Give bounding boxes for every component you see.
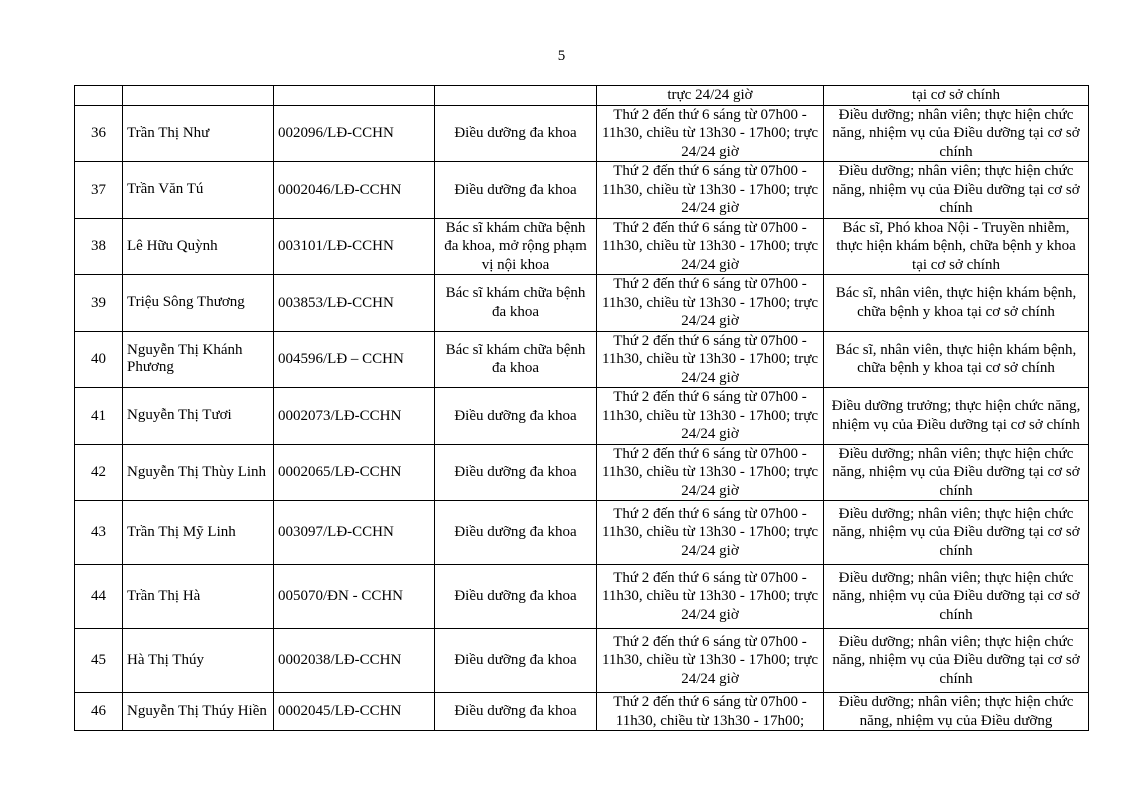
cell-stt: 42 bbox=[75, 444, 123, 501]
cell-scope bbox=[435, 86, 597, 106]
cell-role: Điều dưỡng; nhân viên; thực hiện chức năng, nhiệm vụ của Điều dưỡng bbox=[824, 693, 1089, 731]
table-row bbox=[75, 693, 1089, 731]
cell-role: Điều dưỡng; nhân viên; thực hiện chức năng, nhiệm vụ của Điều dưỡng tại cơ sở chính bbox=[824, 565, 1089, 629]
cell-scope: Bác sĩ khám chữa bệnh đa khoa bbox=[435, 331, 597, 388]
cell-scope: Điều dưỡng đa khoa bbox=[435, 444, 597, 501]
cell-working-time: Thứ 2 đến thứ 6 sáng từ 07h00 - 11h30, chiều từ 13h30 - 17h00; trực 24/24 giờ bbox=[597, 444, 824, 501]
cell-scope: Điều dưỡng đa khoa bbox=[435, 501, 597, 565]
cell-role: Điều dưỡng; nhân viên; thực hiện chức năng, nhiệm vụ của Điều dưỡng tại cơ sở chính bbox=[824, 444, 1089, 501]
cell-cert: 0002073/LĐ-CCHN bbox=[274, 388, 435, 445]
page-number: 5 bbox=[557, 48, 566, 64]
cell-cert: 003101/LĐ-CCHN bbox=[274, 218, 435, 275]
table-row bbox=[75, 331, 1089, 388]
cell-role: Điều dưỡng; nhân viên; thực hiện chức năng, nhiệm vụ của Điều dưỡng tại cơ sở chính bbox=[824, 501, 1089, 565]
cell-stt: 38 bbox=[75, 218, 123, 275]
cell-working-time: trực 24/24 giờ bbox=[597, 86, 824, 106]
cell-role: Điều dưỡng trưởng; thực hiện chức năng, nhiệm vụ của Điều dưỡng tại cơ sở chính bbox=[824, 388, 1089, 445]
cell-name: Trần Thị Mỹ Linh bbox=[123, 501, 274, 565]
cell-working-time: Thứ 2 đến thứ 6 sáng từ 07h00 - 11h30, chiều từ 13h30 - 17h00; trực 24/24 giờ bbox=[597, 565, 824, 629]
cell-name: Nguyễn Thị Thùy Linh bbox=[123, 444, 274, 501]
table-row bbox=[75, 565, 1089, 629]
cell-cert: 002096/LĐ-CCHN bbox=[274, 105, 435, 162]
cell-name: Trần Văn Tú bbox=[123, 162, 274, 219]
table-row bbox=[75, 275, 1089, 332]
cell-role: Điều dưỡng; nhân viên; thực hiện chức năng, nhiệm vụ của Điều dưỡng tại cơ sở chính bbox=[824, 105, 1089, 162]
table-row bbox=[75, 444, 1089, 501]
cell-scope: Điều dưỡng đa khoa bbox=[435, 629, 597, 693]
cell-role: Bác sĩ, nhân viên, thực hiện khám bệnh, chữa bệnh y khoa tại cơ sở chính bbox=[824, 331, 1089, 388]
cell-name: Nguyễn Thị Khánh Phương bbox=[123, 331, 274, 388]
cell-name bbox=[123, 86, 274, 106]
cell-working-time: Thứ 2 đến thứ 6 sáng từ 07h00 - 11h30, chiều từ 13h30 - 17h00; trực 24/24 giờ bbox=[597, 162, 824, 219]
cell-cert: 0002038/LĐ-CCHN bbox=[274, 629, 435, 693]
table-row bbox=[75, 105, 1089, 162]
cell-cert: 004596/LĐ – CCHN bbox=[274, 331, 435, 388]
cell-stt: 36 bbox=[75, 105, 123, 162]
cell-name: Nguyễn Thị Thúy Hiền bbox=[123, 693, 274, 731]
cell-working-time: Thứ 2 đến thứ 6 sáng từ 07h00 - 11h30, chiều từ 13h30 - 17h00; trực 24/24 giờ bbox=[597, 388, 824, 445]
cell-scope: Điều dưỡng đa khoa bbox=[435, 565, 597, 629]
cell-stt bbox=[75, 86, 123, 106]
cell-role: Bác sĩ, Phó khoa Nội - Truyền nhiễm, thực hiện khám bệnh, chữa bệnh y khoa tại cơ sở chính bbox=[824, 218, 1089, 275]
table-row bbox=[75, 629, 1089, 693]
cell-stt: 46 bbox=[75, 693, 123, 731]
cell-working-time: Thứ 2 đến thứ 6 sáng từ 07h00 - 11h30, chiều từ 13h30 - 17h00; trực 24/24 giờ bbox=[597, 331, 824, 388]
cell-cert: 003853/LĐ-CCHN bbox=[274, 275, 435, 332]
cell-cert: 003097/LĐ-CCHN bbox=[274, 501, 435, 565]
cell-stt: 41 bbox=[75, 388, 123, 445]
cell-name: Nguyễn Thị Tươi bbox=[123, 388, 274, 445]
cell-stt: 45 bbox=[75, 629, 123, 693]
cell-role: Điều dưỡng; nhân viên; thực hiện chức năng, nhiệm vụ của Điều dưỡng tại cơ sở chính bbox=[824, 629, 1089, 693]
cell-name: Trần Thị Hà bbox=[123, 565, 274, 629]
cell-cert: 0002046/LĐ-CCHN bbox=[274, 162, 435, 219]
cell-scope: Bác sĩ khám chữa bệnh đa khoa bbox=[435, 275, 597, 332]
cell-cert: 0002065/LĐ-CCHN bbox=[274, 444, 435, 501]
cell-scope: Điều dưỡng đa khoa bbox=[435, 105, 597, 162]
cell-name: Triệu Sông Thương bbox=[123, 275, 274, 332]
cell-working-time: Thứ 2 đến thứ 6 sáng từ 07h00 - 11h30, chiều từ 13h30 - 17h00; trực 24/24 giờ bbox=[597, 218, 824, 275]
cell-cert bbox=[274, 86, 435, 106]
cell-stt: 40 bbox=[75, 331, 123, 388]
cell-scope: Điều dưỡng đa khoa bbox=[435, 388, 597, 445]
staff-table bbox=[74, 85, 1089, 731]
cell-stt: 37 bbox=[75, 162, 123, 219]
table-row bbox=[75, 162, 1089, 219]
cell-working-time: Thứ 2 đến thứ 6 sáng từ 07h00 - 11h30, chiều từ 13h30 - 17h00; trực 24/24 giờ bbox=[597, 105, 824, 162]
cell-name: Hà Thị Thúy bbox=[123, 629, 274, 693]
table-row-continued bbox=[75, 86, 1089, 106]
table-row bbox=[75, 501, 1089, 565]
cell-cert: 0002045/LĐ-CCHN bbox=[274, 693, 435, 731]
cell-working-time: Thứ 2 đến thứ 6 sáng từ 07h00 - 11h30, chiều từ 13h30 - 17h00; trực 24/24 giờ bbox=[597, 275, 824, 332]
cell-scope: Điều dưỡng đa khoa bbox=[435, 162, 597, 219]
cell-role: Bác sĩ, nhân viên, thực hiện khám bệnh, chữa bệnh y khoa tại cơ sở chính bbox=[824, 275, 1089, 332]
table-row bbox=[75, 218, 1089, 275]
cell-cert: 005070/ĐN - CCHN bbox=[274, 565, 435, 629]
staff-table-body bbox=[75, 86, 1089, 731]
cell-name: Lê Hữu Quỳnh bbox=[123, 218, 274, 275]
table-row bbox=[75, 388, 1089, 445]
cell-stt: 39 bbox=[75, 275, 123, 332]
cell-role: tại cơ sở chính bbox=[824, 86, 1089, 106]
cell-scope: Điều dưỡng đa khoa bbox=[435, 693, 597, 731]
cell-working-time: Thứ 2 đến thứ 6 sáng từ 07h00 - 11h30, chiều từ 13h30 - 17h00; bbox=[597, 693, 824, 731]
cell-role: Điều dưỡng; nhân viên; thực hiện chức năng, nhiệm vụ của Điều dưỡng tại cơ sở chính bbox=[824, 162, 1089, 219]
cell-working-time: Thứ 2 đến thứ 6 sáng từ 07h00 - 11h30, chiều từ 13h30 - 17h00; trực 24/24 giờ bbox=[597, 501, 824, 565]
cell-stt: 44 bbox=[75, 565, 123, 629]
cell-working-time: Thứ 2 đến thứ 6 sáng từ 07h00 - 11h30, chiều từ 13h30 - 17h00; trực 24/24 giờ bbox=[597, 629, 824, 693]
cell-name: Trần Thị Như bbox=[123, 105, 274, 162]
cell-scope: Bác sĩ khám chữa bệnh đa khoa, mở rộng phạm vị nội khoa bbox=[435, 218, 597, 275]
cell-stt: 43 bbox=[75, 501, 123, 565]
